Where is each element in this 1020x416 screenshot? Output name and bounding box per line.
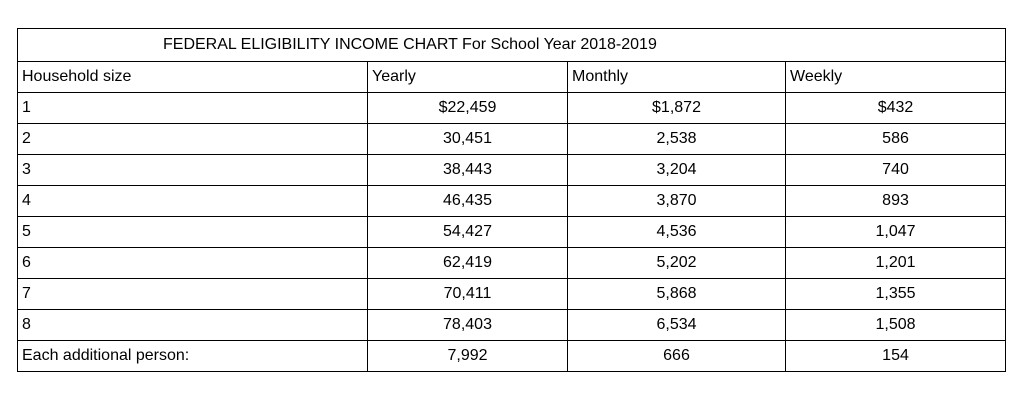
- cell-monthly: 666: [568, 341, 786, 372]
- table-row: [18, 124, 1006, 155]
- cell-weekly: 1,355: [786, 279, 1006, 310]
- table-row: [18, 217, 1006, 248]
- cell-weekly: 154: [786, 341, 1006, 372]
- cell-weekly: 1,508: [786, 310, 1006, 341]
- header-weekly: Weekly: [786, 62, 1006, 93]
- header-monthly: Monthly: [568, 62, 786, 93]
- cell-yearly: 78,403: [368, 310, 568, 341]
- table-row: [18, 341, 1006, 372]
- cell-yearly: 46,435: [368, 186, 568, 217]
- cell-yearly: 54,427: [368, 217, 568, 248]
- cell-monthly: 3,870: [568, 186, 786, 217]
- cell-yearly: 7,992: [368, 341, 568, 372]
- cell-monthly: 5,202: [568, 248, 786, 279]
- cell-monthly: 3,204: [568, 155, 786, 186]
- cell-yearly: 70,411: [368, 279, 568, 310]
- cell-household-size: 8: [18, 310, 368, 341]
- cell-monthly: $1,872: [568, 93, 786, 124]
- table-title: FEDERAL ELIGIBILITY INCOME CHART For School Year 2018-2019: [18, 29, 1006, 62]
- cell-monthly: 2,538: [568, 124, 786, 155]
- cell-monthly: 4,536: [568, 217, 786, 248]
- cell-monthly: 6,534: [568, 310, 786, 341]
- cell-household-size: 2: [18, 124, 368, 155]
- cell-household-size: 6: [18, 248, 368, 279]
- cell-weekly: 1,047: [786, 217, 1006, 248]
- cell-household-size: 4: [18, 186, 368, 217]
- cell-weekly: 1,201: [786, 248, 1006, 279]
- table-row: [18, 310, 1006, 341]
- cell-yearly: 30,451: [368, 124, 568, 155]
- cell-weekly: 893: [786, 186, 1006, 217]
- cell-yearly: 38,443: [368, 155, 568, 186]
- header-household-size: Household size: [18, 62, 368, 93]
- cell-household-size: Each additional person:: [18, 341, 368, 372]
- table-row: [18, 186, 1006, 217]
- cell-household-size: 1: [18, 93, 368, 124]
- table-row: [18, 93, 1006, 124]
- cell-household-size: 5: [18, 217, 368, 248]
- header-row: [18, 62, 1006, 93]
- cell-yearly: $22,459: [368, 93, 568, 124]
- title-row: [18, 29, 1006, 62]
- cell-weekly: 740: [786, 155, 1006, 186]
- header-yearly: Yearly: [368, 62, 568, 93]
- cell-household-size: 3: [18, 155, 368, 186]
- table-row: [18, 155, 1006, 186]
- table-row: [18, 279, 1006, 310]
- income-chart-table: [17, 28, 1006, 372]
- table-row: [18, 248, 1006, 279]
- cell-weekly: 586: [786, 124, 1006, 155]
- cell-household-size: 7: [18, 279, 368, 310]
- cell-yearly: 62,419: [368, 248, 568, 279]
- cell-monthly: 5,868: [568, 279, 786, 310]
- cell-weekly: $432: [786, 93, 1006, 124]
